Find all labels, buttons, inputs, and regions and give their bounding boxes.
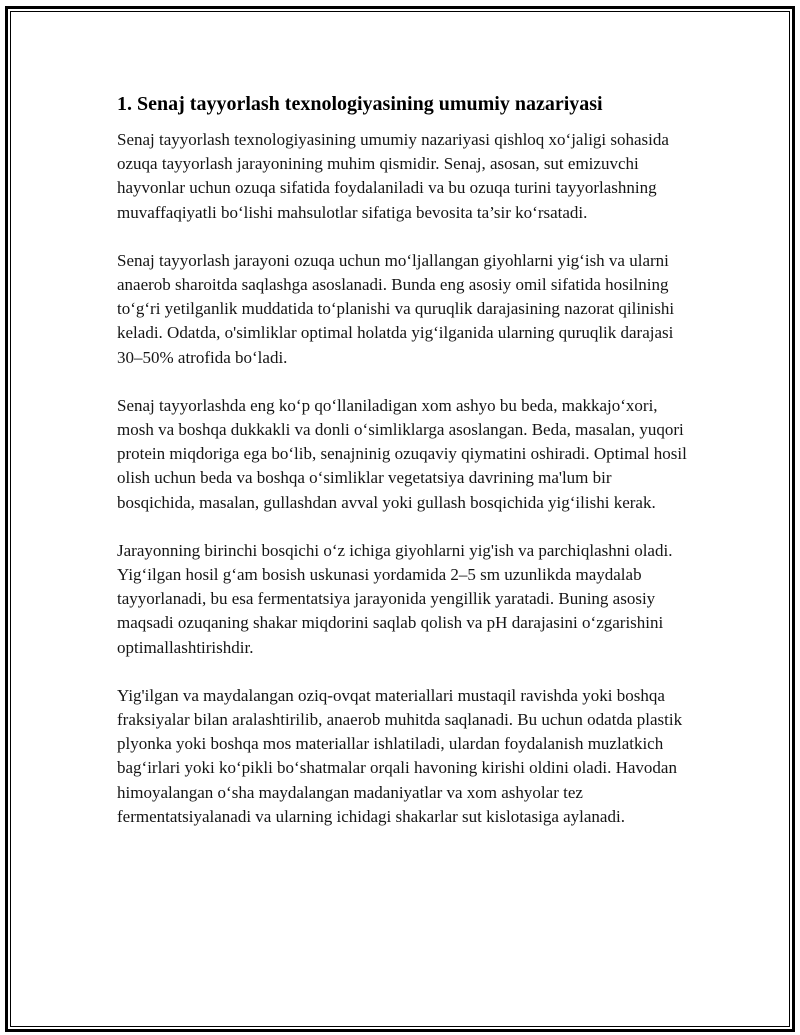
paragraph-5: Yig'ilgan va maydalangan oziq-ovqat materiallari mustaqil ravishda yoki boshqa fraksiyalar bilan aralashtirilib, anaerob muhitda saqlanadi. Bu uchun odatda plastik plyonka yoki boshqa mos materiallar ishlatiladi, ulardan foydalanish muzlatkich bag‘irlari yoki ko‘pikli bo‘shatmalar orqali havoning kirishi oldini oladi. Havodan himoyalangan o‘sha maydalangan madaniyatlar va xom ashyolar tez fermentatsiyalanadi va ularning ichidagi shakarlar sut kislotasiga aylanadi. — [117, 685, 683, 826]
paragraph-1: Senaj tayyorlash texnologiyasining umumiy nazariyasi qishloq xo‘jaligi sohasida ozuqa tayyorlash jarayonining muhim qismidir. Senaj, asosan, sut emizuvchi hayvonlar uchun ozuqa sifatida foydalaniladi va bu ozuqa turini tayyorlashning muvaffaqiyatli bo‘lishi mahsulotlar sifatiga bevosita ta’sir ko‘rsatadi. — [117, 130, 669, 222]
paragraph-3: Senaj tayyorlashda eng ko‘p qo‘llaniladigan xom ashyo bu beda, makkajo‘xori, mosh va boshqa dukkakli va donli o‘simliklarga asoslangan. Beda, masalan, yuqori protein miqdoriga ega bo‘lib, senajninig ozuqaviy qiymatini oshiradi. Optimal hosil olish uchun beda va boshqa o‘simliklar vegetatsiya davrining ma'lum bir bosqichida, masalan, gullashdan avval yoki gullash bosqichida yig‘ilishi kerak. — [117, 395, 687, 512]
paragraph-2: Senaj tayyorlash jarayoni ozuqa uchun mo‘ljallangan giyohlarni yig‘ish va ularni anaerob sharoitda saqlashga asoslanadi. Bunda eng asosiy omil sifatida hosilning to‘g‘ri yetilganlik muddatida to‘planishi va quruqlik darajasining nazorat qilinishi keladi. Odatda, o'simliklar optimal holatda yig‘ilganida ularning quruqlik darajasi 30–50% atrofida bo‘ladi. — [117, 250, 675, 367]
paragraph-4: Jarayonning birinchi bosqichi o‘z ichiga giyohlarni yig'ish va parchiqlashni oladi. Yig‘ilgan hosil g‘am bosish uskunasi yordamida 2–5 sm uzunlikda maydalab tayyorlanadi, bu esa fermentatsiya jarayonida yengillik yaratadi. Buning asosiy maqsadi ozuqaning shakar miqdorini saqlab qolish va pH darajasini o‘zgarishini optimallashtirishdir. — [117, 540, 673, 657]
document-body — [117, 92, 687, 853]
section-heading: 1. Senaj tayyorlash texnologiyasining umumiy nazariyasi — [117, 93, 603, 115]
